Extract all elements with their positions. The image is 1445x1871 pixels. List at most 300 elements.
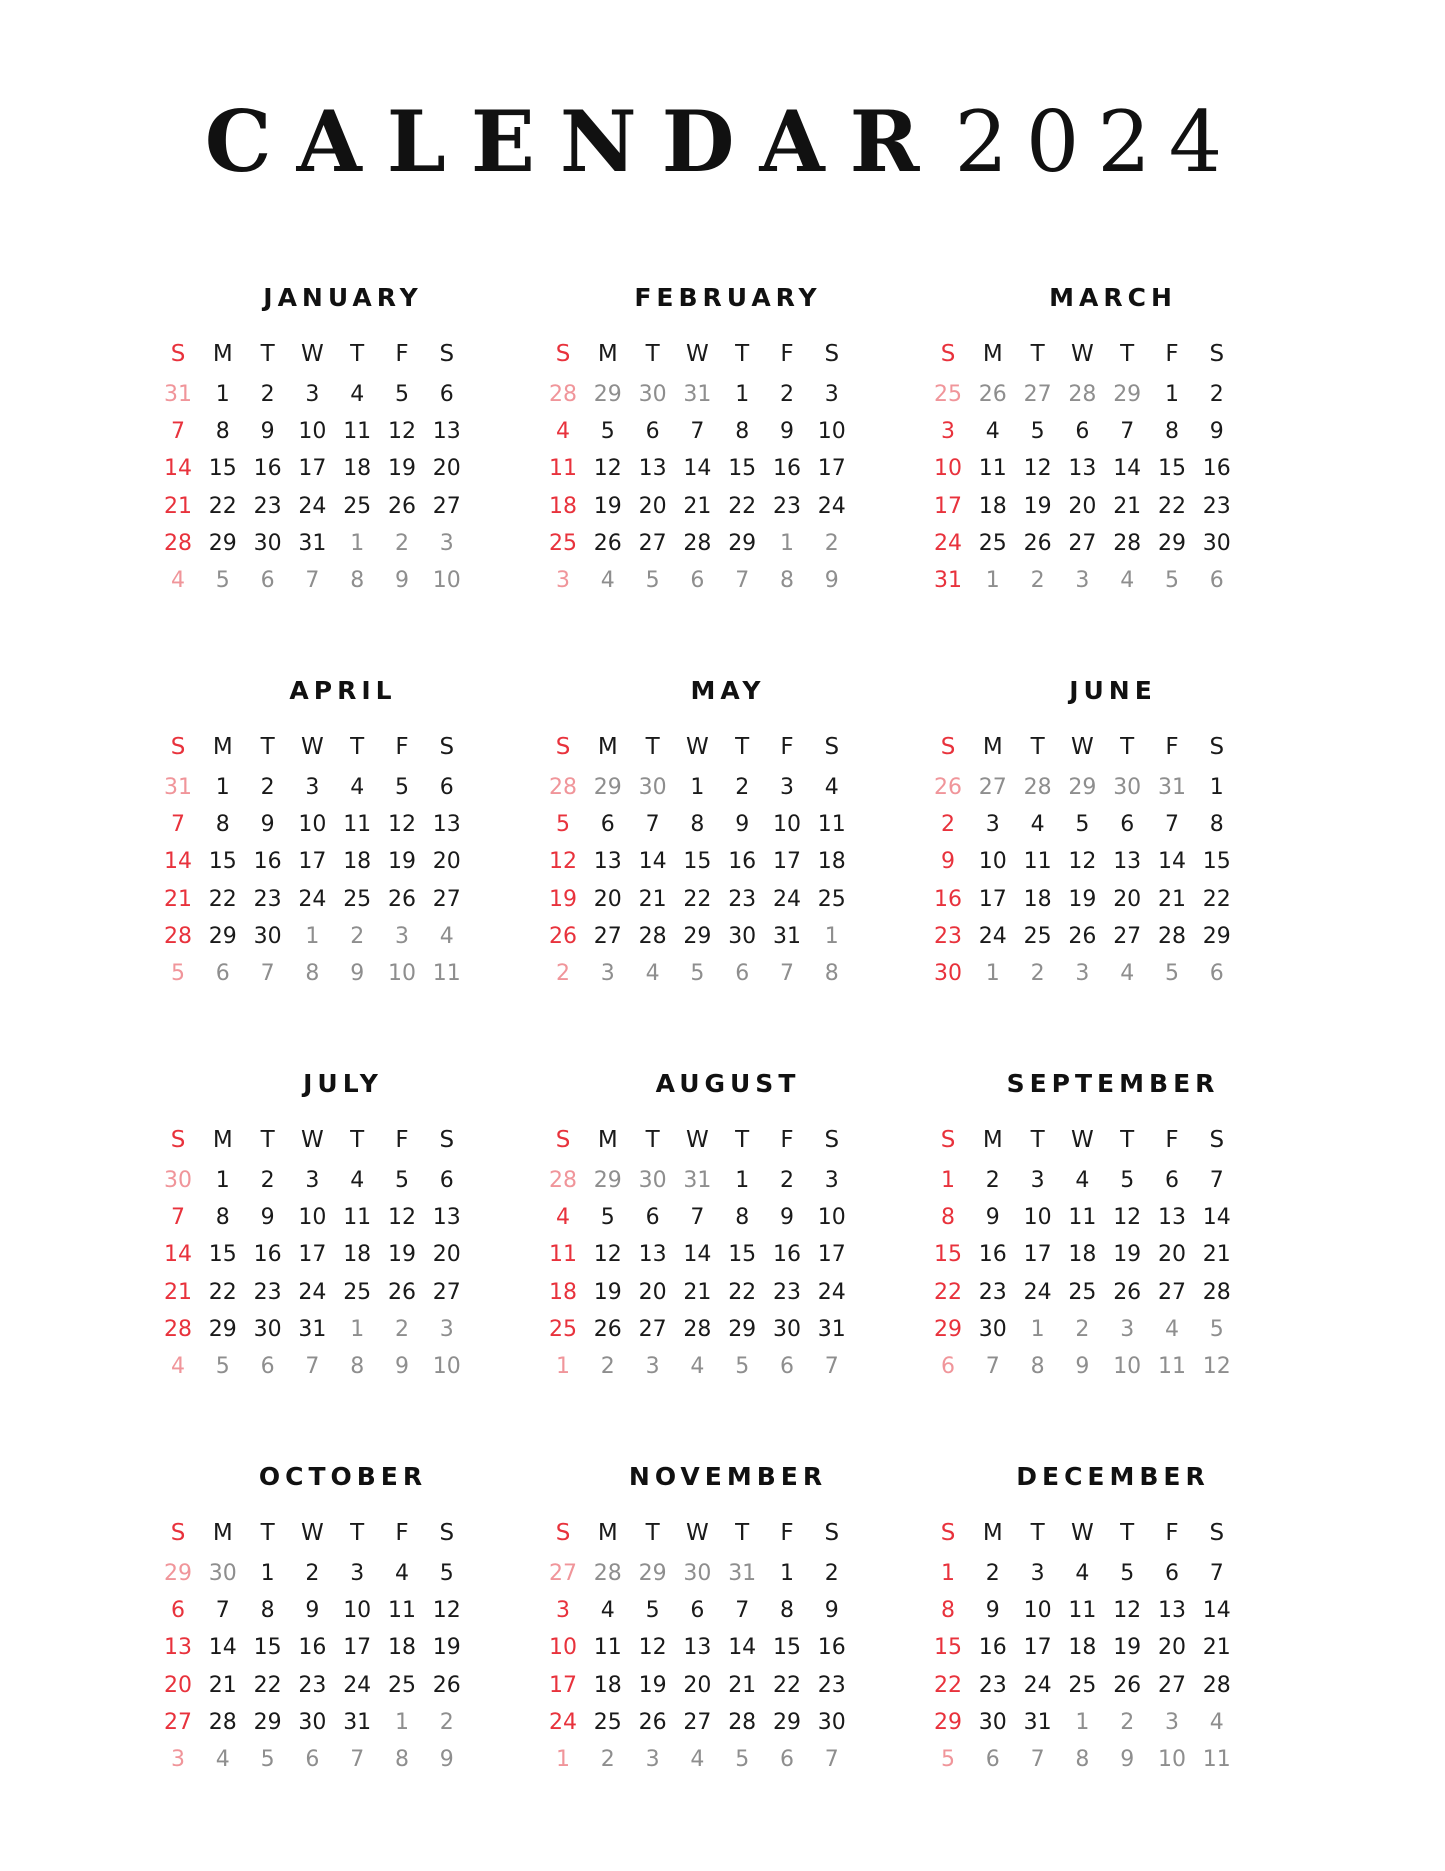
weekday-header: S xyxy=(555,1520,571,1546)
day-cell: 17 xyxy=(298,456,327,482)
day-cell: 31 xyxy=(298,1316,327,1342)
weekday-header: T xyxy=(1030,734,1045,760)
adjacent-month-day: 6 xyxy=(260,568,275,593)
adjacent-month-day: 8 xyxy=(824,961,839,986)
adjacent-month-day: 3 xyxy=(395,923,409,949)
day-cell: 27 xyxy=(1158,1279,1186,1305)
month-july xyxy=(143,1064,543,1394)
adjacent-month-day: 5 xyxy=(1165,568,1179,593)
weekday-header: T xyxy=(260,734,275,760)
day-cell: 12 xyxy=(1023,456,1052,482)
day-cell: 31 xyxy=(773,923,801,949)
weekday-header: S xyxy=(170,1127,186,1153)
day-cell: 6 xyxy=(645,419,660,445)
weekday-header: M xyxy=(982,1127,1003,1153)
day-cell: 11 xyxy=(1068,1205,1097,1231)
day-cell: 9 xyxy=(985,1205,1000,1231)
day-cell: 26 xyxy=(549,923,577,949)
day-cell: 28 xyxy=(683,530,712,556)
day-cell: 12 xyxy=(432,1598,461,1624)
adjacent-month-day: 27 xyxy=(1023,382,1052,407)
day-cell: 7 xyxy=(1209,1561,1224,1586)
day-cell: 7 xyxy=(215,1598,230,1624)
adjacent-month-day: 4 xyxy=(171,1354,185,1379)
day-cell: 8 xyxy=(1165,419,1179,445)
day-cell: 6 xyxy=(645,1205,660,1231)
day-cell: 22 xyxy=(253,1672,282,1698)
day-cell: 2 xyxy=(1209,382,1224,407)
day-cell: 17 xyxy=(817,456,846,482)
weekday-header: S xyxy=(1209,341,1225,367)
weekday-header: M xyxy=(212,734,233,760)
month-february xyxy=(528,278,928,608)
day-cell: 6 xyxy=(1075,419,1090,445)
day-cell: 22 xyxy=(1202,886,1231,912)
day-cell: 9 xyxy=(260,419,275,445)
weekday-header: W xyxy=(686,1127,709,1153)
day-cell: 14 xyxy=(164,1242,192,1268)
adjacent-month-day: 5 xyxy=(215,568,230,593)
weekday-header: S xyxy=(940,341,956,367)
day-cell: 13 xyxy=(593,849,622,875)
adjacent-month-day: 3 xyxy=(1075,568,1090,593)
day-cell: 31 xyxy=(1023,1709,1052,1735)
day-cell: 20 xyxy=(1158,1242,1186,1268)
adjacent-month-day: 3 xyxy=(600,961,615,986)
adjacent-month-day: 4 xyxy=(215,1747,230,1772)
adjacent-month-day: 6 xyxy=(305,1747,320,1772)
weekday-header: M xyxy=(212,1127,233,1153)
day-cell: 14 xyxy=(728,1635,757,1661)
day-cell: 17 xyxy=(549,1672,577,1698)
weekday-header: F xyxy=(780,1127,794,1153)
weekday-header: W xyxy=(301,341,324,367)
day-cell: 12 xyxy=(593,456,622,482)
day-cell: 25 xyxy=(343,1279,372,1305)
adjacent-month-day: 11 xyxy=(1158,1354,1186,1379)
adjacent-month-day: 6 xyxy=(690,568,705,593)
month-name: JANUARY xyxy=(263,283,423,312)
adjacent-month-day: 6 xyxy=(260,1354,275,1379)
day-cell: 28 xyxy=(164,1316,192,1342)
day-cell: 31 xyxy=(298,530,327,556)
day-cell: 1 xyxy=(735,1168,750,1193)
weekday-header: S xyxy=(940,1520,956,1546)
day-cell: 20 xyxy=(1113,886,1142,912)
day-cell: 19 xyxy=(1113,1242,1142,1268)
day-cell: 20 xyxy=(432,849,461,875)
adjacent-month-day: 11 xyxy=(432,961,461,986)
day-cell: 30 xyxy=(978,1709,1007,1735)
day-cell: 2 xyxy=(941,812,955,838)
day-cell: 10 xyxy=(978,849,1007,875)
weekday-header: T xyxy=(1120,1520,1135,1546)
weekday-header: S xyxy=(824,1127,840,1153)
day-cell: 10 xyxy=(773,812,801,838)
adjacent-month-day: 7 xyxy=(735,568,750,593)
adjacent-month-day: 4 xyxy=(1120,568,1135,593)
day-cell: 27 xyxy=(1158,1672,1186,1698)
day-cell: 23 xyxy=(817,1672,846,1698)
day-cell: 3 xyxy=(824,1168,839,1193)
day-cell: 29 xyxy=(1202,923,1231,949)
weekday-header: W xyxy=(301,1520,324,1546)
day-cell: 24 xyxy=(773,886,801,912)
weekday-header: T xyxy=(735,734,750,760)
day-cell: 18 xyxy=(343,849,372,875)
adjacent-month-day: 4 xyxy=(1120,961,1135,986)
weekday-header: S xyxy=(940,734,956,760)
month-april xyxy=(143,671,543,1001)
adjacent-month-day: 27 xyxy=(549,1561,577,1586)
day-cell: 25 xyxy=(817,886,846,912)
adjacent-month-day: 7 xyxy=(780,961,794,986)
adjacent-month-day: 2 xyxy=(600,1354,615,1379)
day-cell: 27 xyxy=(638,530,667,556)
day-cell: 14 xyxy=(683,1242,712,1268)
day-cell: 1 xyxy=(260,1561,275,1586)
day-cell: 26 xyxy=(388,886,416,912)
day-cell: 4 xyxy=(1075,1561,1090,1586)
adjacent-month-day: 3 xyxy=(1075,961,1090,986)
weekday-header: S xyxy=(1209,1520,1225,1546)
day-cell: 22 xyxy=(208,493,237,519)
day-cell: 13 xyxy=(1158,1598,1186,1624)
adjacent-month-day: 2 xyxy=(600,1747,615,1772)
adjacent-month-day: 25 xyxy=(934,382,962,407)
day-cell: 4 xyxy=(350,775,365,800)
weekday-header: F xyxy=(395,1127,409,1153)
day-cell: 16 xyxy=(1202,456,1231,482)
day-cell: 12 xyxy=(1068,849,1097,875)
adjacent-month-day: 10 xyxy=(1113,1354,1142,1379)
day-cell: 26 xyxy=(1023,530,1052,556)
day-cell: 14 xyxy=(164,849,192,875)
day-cell: 6 xyxy=(1120,812,1135,838)
adjacent-month-day: 29 xyxy=(593,382,622,407)
adjacent-month-day: 31 xyxy=(1158,775,1186,800)
weekday-header: M xyxy=(212,341,233,367)
day-cell: 3 xyxy=(305,1168,320,1193)
adjacent-month-day: 9 xyxy=(350,961,365,986)
adjacent-month-day: 4 xyxy=(1209,1709,1224,1735)
day-cell: 20 xyxy=(1068,493,1097,519)
day-cell: 20 xyxy=(164,1672,192,1698)
adjacent-month-day: 4 xyxy=(600,568,615,593)
day-cell: 19 xyxy=(388,1242,416,1268)
weekday-header: T xyxy=(645,341,660,367)
adjacent-month-day: 6 xyxy=(780,1354,794,1379)
day-cell: 16 xyxy=(934,886,962,912)
weekday-header: S xyxy=(824,734,840,760)
day-cell: 18 xyxy=(388,1635,416,1661)
adjacent-month-day: 6 xyxy=(941,1354,955,1379)
adjacent-month-day: 9 xyxy=(1075,1354,1090,1379)
day-cell: 27 xyxy=(432,493,461,519)
adjacent-month-day: 4 xyxy=(690,1747,705,1772)
day-cell: 18 xyxy=(593,1672,622,1698)
weekday-header: F xyxy=(1165,734,1179,760)
day-cell: 4 xyxy=(556,1205,570,1231)
day-cell: 5 xyxy=(600,1205,615,1231)
month-march xyxy=(913,278,1313,608)
day-cell: 8 xyxy=(260,1598,275,1624)
weekday-header: T xyxy=(1120,734,1135,760)
adjacent-month-day: 31 xyxy=(164,775,192,800)
day-cell: 2 xyxy=(260,775,275,800)
day-cell: 10 xyxy=(1023,1598,1052,1624)
day-cell: 29 xyxy=(208,530,237,556)
day-cell: 4 xyxy=(1030,812,1045,838)
day-cell: 30 xyxy=(253,530,282,556)
day-cell: 24 xyxy=(1023,1672,1052,1698)
day-cell: 8 xyxy=(735,419,750,445)
weekday-header: S xyxy=(555,341,571,367)
month-august xyxy=(528,1064,928,1394)
day-cell: 23 xyxy=(773,1279,801,1305)
day-cell: 6 xyxy=(690,1598,705,1624)
weekday-header: M xyxy=(597,1520,618,1546)
weekday-header: F xyxy=(395,1520,409,1546)
adjacent-month-day: 28 xyxy=(549,382,577,407)
title-word: CALENDAR xyxy=(204,92,945,191)
day-cell: 16 xyxy=(817,1635,846,1661)
day-cell: 5 xyxy=(556,812,570,838)
day-cell: 14 xyxy=(1158,849,1186,875)
weekday-header: W xyxy=(1071,734,1094,760)
day-cell: 23 xyxy=(253,493,282,519)
weekday-header: T xyxy=(735,1520,750,1546)
day-cell: 7 xyxy=(735,1598,750,1624)
day-cell: 18 xyxy=(343,1242,372,1268)
day-cell: 3 xyxy=(305,775,320,800)
weekday-header: F xyxy=(395,341,409,367)
day-cell: 23 xyxy=(253,1279,282,1305)
day-cell: 17 xyxy=(978,886,1007,912)
day-cell: 19 xyxy=(593,493,622,519)
adjacent-month-day: 4 xyxy=(439,923,454,949)
weekday-header: T xyxy=(260,1127,275,1153)
day-cell: 12 xyxy=(388,812,416,838)
day-cell: 24 xyxy=(298,1279,327,1305)
adjacent-month-day: 5 xyxy=(941,1747,955,1772)
month-december xyxy=(913,1457,1313,1787)
day-cell: 16 xyxy=(978,1242,1007,1268)
adjacent-month-day: 31 xyxy=(683,382,712,407)
weekday-header: M xyxy=(597,341,618,367)
adjacent-month-day: 12 xyxy=(1202,1354,1231,1379)
day-cell: 14 xyxy=(1202,1205,1231,1231)
adjacent-month-day: 5 xyxy=(1165,961,1179,986)
day-cell: 1 xyxy=(215,1168,230,1193)
weekday-header: F xyxy=(395,734,409,760)
day-cell: 11 xyxy=(388,1598,416,1624)
day-cell: 24 xyxy=(817,1279,846,1305)
adjacent-month-day: 3 xyxy=(439,1316,454,1342)
weekday-header: W xyxy=(1071,341,1094,367)
weekday-header: F xyxy=(780,341,794,367)
day-cell: 22 xyxy=(728,1279,757,1305)
weekday-header: T xyxy=(260,341,275,367)
day-cell: 19 xyxy=(388,456,416,482)
day-cell: 24 xyxy=(817,493,846,519)
day-cell: 27 xyxy=(164,1709,192,1735)
day-cell: 4 xyxy=(350,382,365,407)
weekday-header: S xyxy=(439,1127,455,1153)
day-cell: 19 xyxy=(1023,493,1052,519)
adjacent-month-day: 31 xyxy=(728,1561,757,1586)
weekday-header: F xyxy=(1165,341,1179,367)
day-cell: 21 xyxy=(683,493,712,519)
adjacent-month-day: 9 xyxy=(395,568,409,593)
adjacent-month-day: 30 xyxy=(683,1561,712,1586)
day-cell: 28 xyxy=(683,1316,712,1342)
month-september xyxy=(913,1064,1313,1394)
day-cell: 1 xyxy=(690,775,705,800)
adjacent-month-day: 6 xyxy=(1209,568,1224,593)
weekday-header: T xyxy=(1030,341,1045,367)
day-cell: 8 xyxy=(1209,812,1224,838)
day-cell: 25 xyxy=(549,530,577,556)
day-cell: 15 xyxy=(208,1242,237,1268)
day-cell: 29 xyxy=(773,1709,801,1735)
day-cell: 16 xyxy=(253,1242,282,1268)
day-cell: 5 xyxy=(395,1168,409,1193)
day-cell: 20 xyxy=(638,493,667,519)
day-cell: 24 xyxy=(343,1672,372,1698)
day-cell: 3 xyxy=(305,382,320,407)
day-cell: 13 xyxy=(432,1205,461,1231)
day-cell: 26 xyxy=(432,1672,461,1698)
title-year: 2024 xyxy=(954,93,1241,191)
day-cell: 24 xyxy=(978,923,1007,949)
day-cell: 13 xyxy=(638,456,667,482)
adjacent-month-day: 31 xyxy=(164,382,192,407)
adjacent-month-day: 29 xyxy=(1068,775,1097,800)
day-cell: 12 xyxy=(1113,1598,1142,1624)
day-cell: 25 xyxy=(1023,923,1052,949)
day-cell: 26 xyxy=(593,1316,622,1342)
day-cell: 27 xyxy=(432,886,461,912)
day-cell: 16 xyxy=(253,456,282,482)
day-cell: 16 xyxy=(773,1242,801,1268)
day-cell: 31 xyxy=(817,1316,846,1342)
weekday-header: W xyxy=(301,734,324,760)
day-cell: 8 xyxy=(215,1205,230,1231)
day-cell: 10 xyxy=(817,1205,846,1231)
weekday-header: S xyxy=(439,1520,455,1546)
day-cell: 3 xyxy=(1030,1168,1045,1193)
day-cell: 23 xyxy=(934,923,962,949)
adjacent-month-day: 9 xyxy=(395,1354,409,1379)
adjacent-month-day: 26 xyxy=(978,382,1007,407)
day-cell: 23 xyxy=(1202,493,1231,519)
adjacent-month-day: 9 xyxy=(1120,1747,1135,1772)
adjacent-month-day: 2 xyxy=(395,1316,409,1342)
adjacent-month-day: 8 xyxy=(1030,1354,1045,1379)
day-cell: 12 xyxy=(388,419,416,445)
day-cell: 10 xyxy=(934,456,962,482)
day-cell: 10 xyxy=(1023,1205,1052,1231)
adjacent-month-day: 1 xyxy=(305,923,320,949)
weekday-header: S xyxy=(555,734,571,760)
day-cell: 11 xyxy=(343,812,372,838)
day-cell: 8 xyxy=(215,419,230,445)
day-cell: 9 xyxy=(735,812,750,838)
day-cell: 30 xyxy=(298,1709,327,1735)
day-cell: 29 xyxy=(934,1709,962,1735)
adjacent-month-day: 1 xyxy=(556,1354,570,1379)
weekday-header: T xyxy=(735,341,750,367)
day-cell: 9 xyxy=(780,419,794,445)
adjacent-month-day: 2 xyxy=(350,923,365,949)
day-cell: 3 xyxy=(780,775,794,800)
day-cell: 21 xyxy=(164,493,192,519)
day-cell: 21 xyxy=(208,1672,237,1698)
adjacent-month-day: 1 xyxy=(350,530,365,556)
adjacent-month-day: 30 xyxy=(638,775,667,800)
day-cell: 12 xyxy=(388,1205,416,1231)
day-cell: 13 xyxy=(1158,1205,1186,1231)
day-cell: 27 xyxy=(593,923,622,949)
day-cell: 15 xyxy=(208,456,237,482)
weekday-header: T xyxy=(260,1520,275,1546)
day-cell: 23 xyxy=(253,886,282,912)
day-cell: 29 xyxy=(208,1316,237,1342)
weekday-header: S xyxy=(1209,1127,1225,1153)
day-cell: 12 xyxy=(549,849,577,875)
page-title xyxy=(0,92,1445,191)
month-may xyxy=(528,671,928,1001)
adjacent-month-day: 5 xyxy=(260,1747,275,1772)
day-cell: 5 xyxy=(395,382,409,407)
day-cell: 25 xyxy=(978,530,1007,556)
day-cell: 4 xyxy=(556,419,570,445)
day-cell: 28 xyxy=(1158,923,1186,949)
day-cell: 5 xyxy=(439,1561,454,1586)
day-cell: 22 xyxy=(773,1672,801,1698)
adjacent-month-day: 7 xyxy=(1030,1747,1045,1772)
day-cell: 24 xyxy=(934,530,962,556)
day-cell: 9 xyxy=(1209,419,1224,445)
weekday-header: T xyxy=(1030,1520,1045,1546)
day-cell: 4 xyxy=(600,1598,615,1624)
adjacent-month-day: 1 xyxy=(395,1709,409,1735)
day-cell: 17 xyxy=(1023,1242,1052,1268)
adjacent-month-day: 10 xyxy=(432,568,461,593)
day-cell: 4 xyxy=(985,419,1000,445)
day-cell: 7 xyxy=(171,1205,185,1231)
day-cell: 2 xyxy=(735,775,750,800)
adjacent-month-day: 4 xyxy=(171,568,185,593)
month-name: NOVEMBER xyxy=(628,1462,828,1491)
day-cell: 2 xyxy=(260,382,275,407)
day-cell: 20 xyxy=(593,886,622,912)
adjacent-month-day: 1 xyxy=(780,530,794,556)
day-cell: 13 xyxy=(1068,456,1097,482)
day-cell: 6 xyxy=(600,812,615,838)
day-cell: 8 xyxy=(941,1598,955,1624)
weekday-header: T xyxy=(735,1127,750,1153)
day-cell: 30 xyxy=(817,1709,846,1735)
day-cell: 25 xyxy=(549,1316,577,1342)
day-cell: 27 xyxy=(638,1316,667,1342)
day-cell: 30 xyxy=(773,1316,801,1342)
adjacent-month-day: 2 xyxy=(395,530,409,556)
day-cell: 22 xyxy=(934,1672,962,1698)
weekday-header: M xyxy=(982,341,1003,367)
adjacent-month-day: 8 xyxy=(780,568,794,593)
